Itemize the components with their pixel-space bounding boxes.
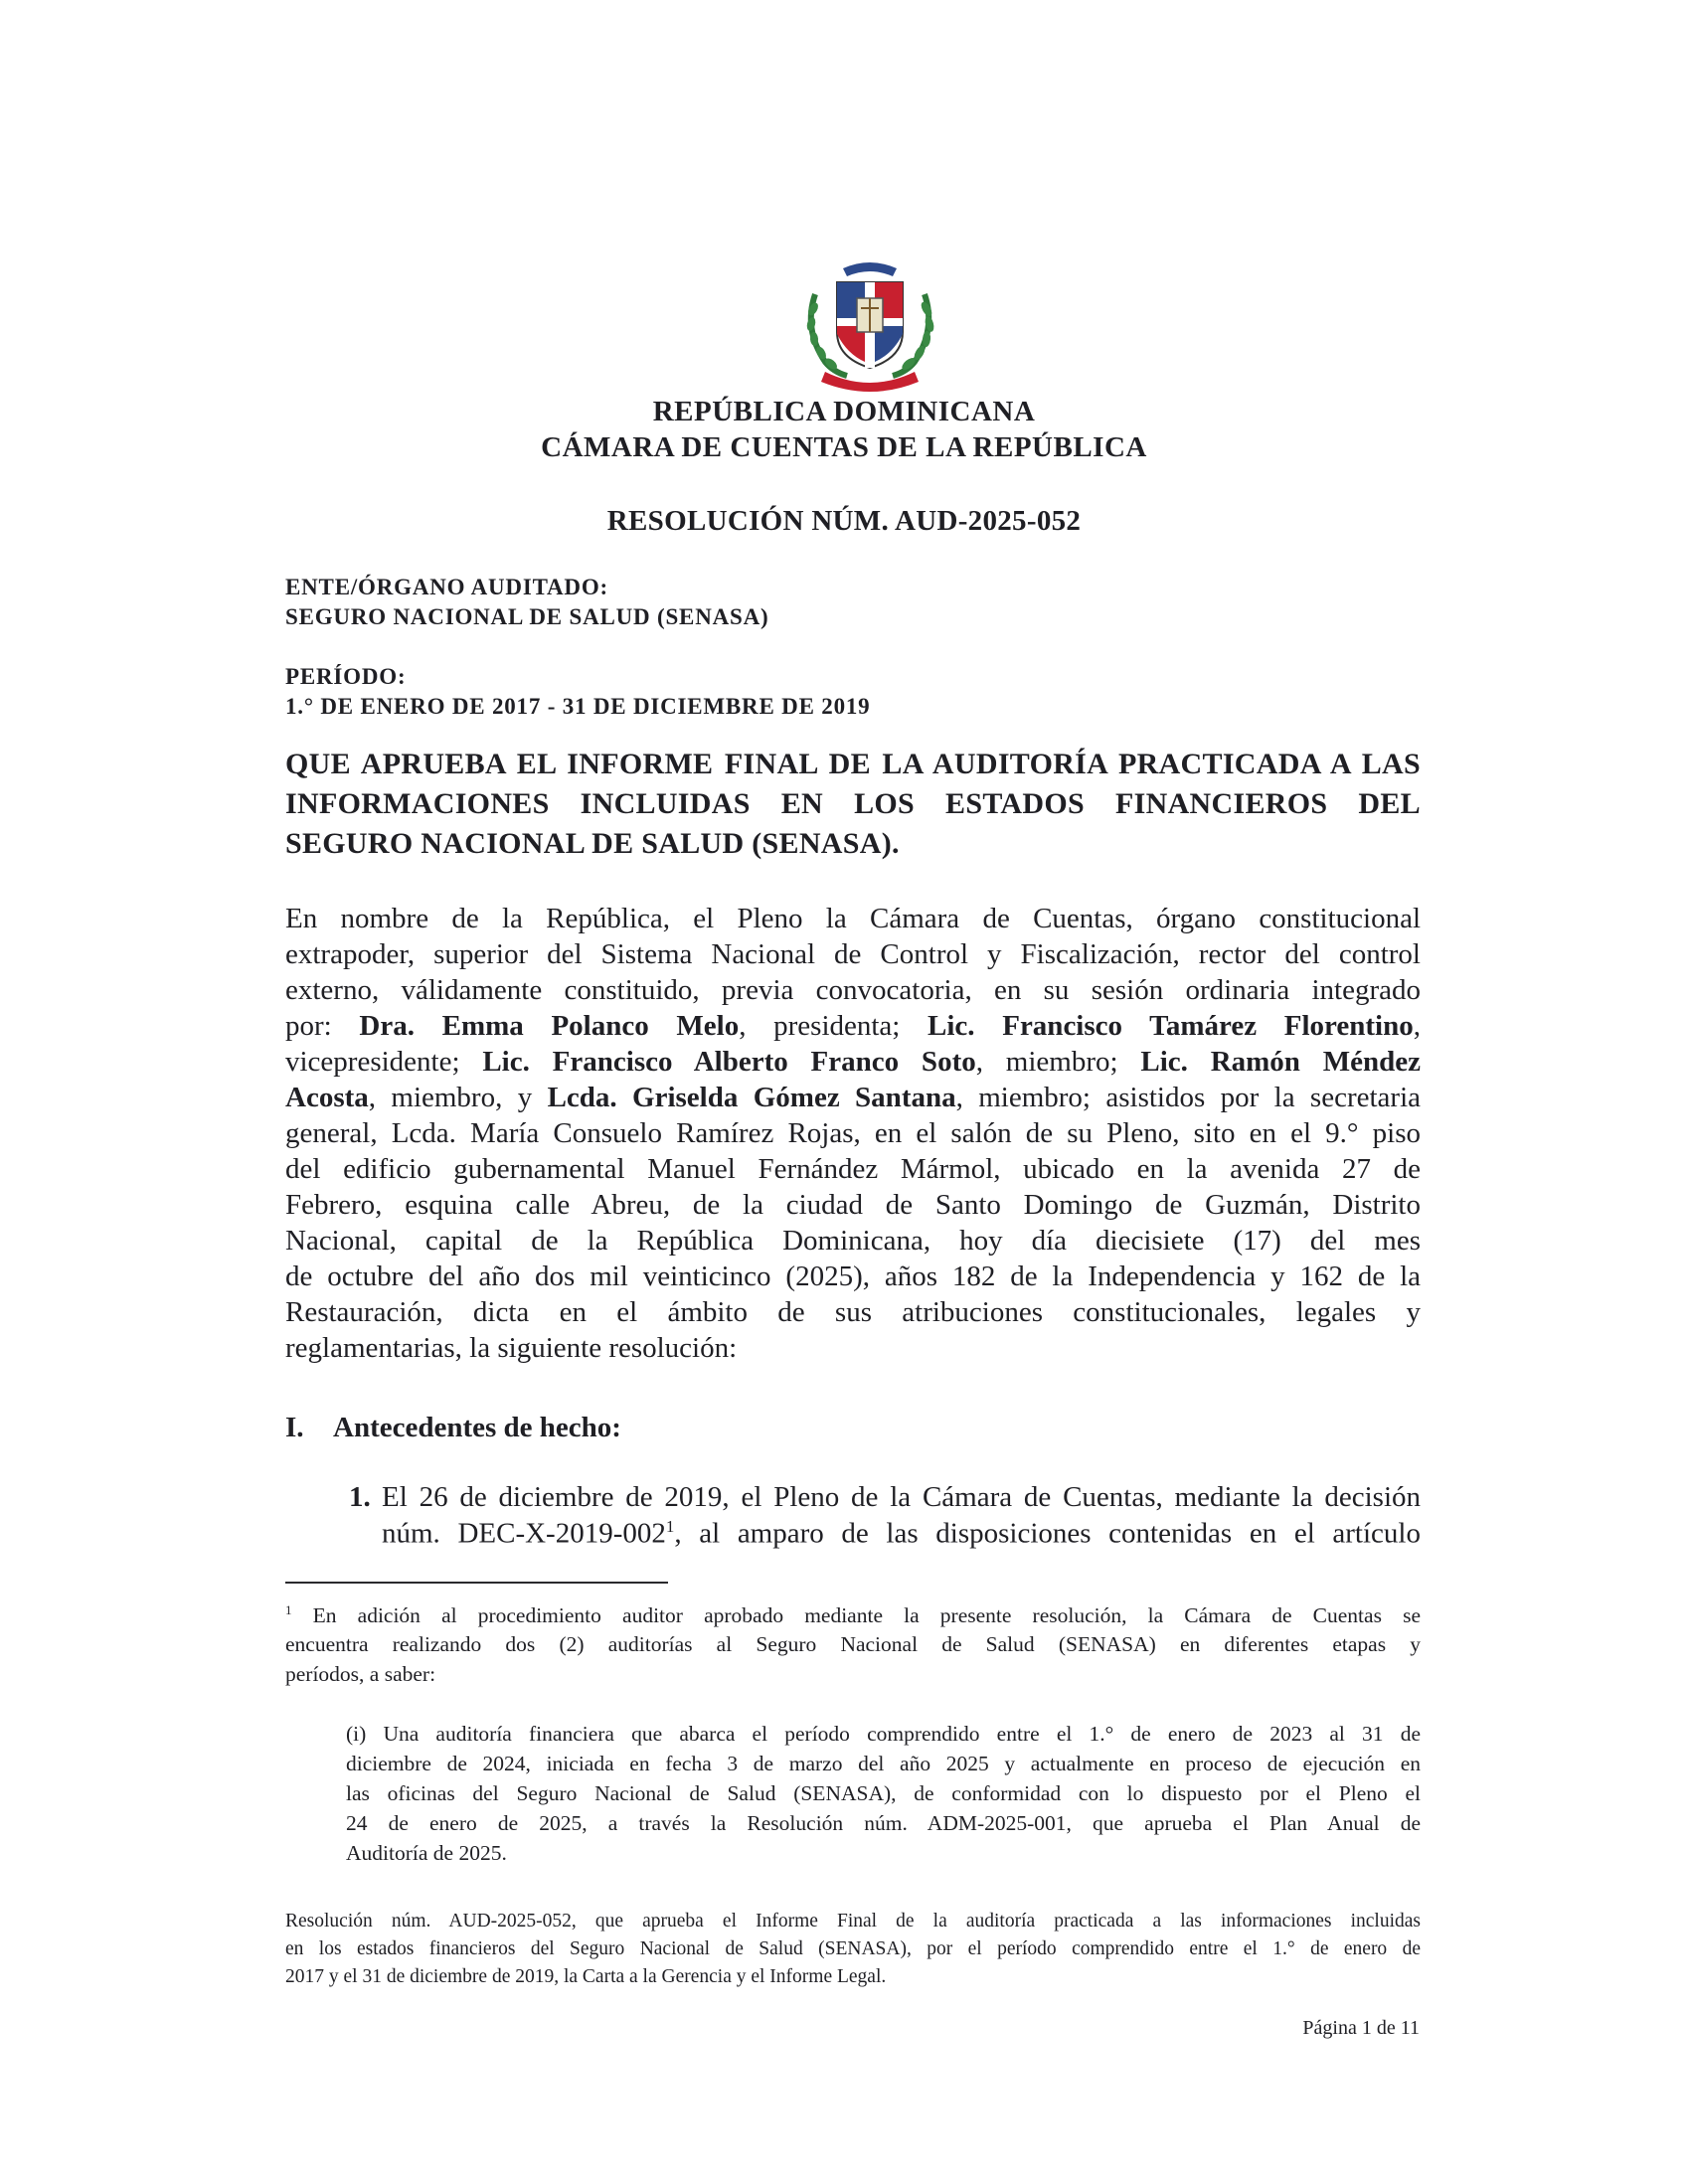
footnote-line: encuentra realizando dos (2) auditorías al Seguro Nacional de Salud (SENASA) en diferentes etapas y: [285, 1632, 1421, 1656]
paragraph-line: [285, 1046, 1421, 1079]
member-name: Dra. Emma Polanco Melo: [359, 1010, 740, 1042]
paragraph-line: general, Lcda. María Consuelo Ramírez Rojas, en el salón de su Pleno, sito en el 9.° piso: [285, 1117, 1421, 1149]
coat-of-arms-icon: [795, 254, 944, 394]
footnote-marker: 1: [285, 1602, 292, 1617]
period-value: 1.° DE ENERO DE 2017 - 31 DE DICIEMBRE DE 2019: [285, 694, 871, 719]
text: , miembro; asistidos por la secretaria: [955, 1082, 1422, 1113]
paragraph-line: extrapoder, superior del Sistema Nacional de Control y Fiscalización, rector del control: [285, 938, 1421, 970]
paragraph-line: [285, 1010, 1421, 1043]
footer-line: en los estados financieros del Seguro Nacional de Salud (SENASA), por el período comprendido entre el 1.° de enero de: [285, 1938, 1421, 1959]
footer-line: Resolución núm. AUD-2025-052, que aprueba el Informe Final de la auditoría practicada a las informaciones incluidas: [285, 1911, 1421, 1932]
footnote-subitem-line: Auditoría de 2025.: [346, 1841, 507, 1865]
section-title: Antecedentes de hecho:: [333, 1412, 621, 1443]
text: por:: [285, 1010, 360, 1042]
member-name: Lic. Ramón Méndez: [1140, 1046, 1421, 1078]
paragraph-line: [285, 1082, 1421, 1114]
footnote-line: períodos, a saber:: [285, 1662, 436, 1686]
paragraph-line: En nombre de la República, el Pleno la Cámara de Cuentas, órgano constitucional: [285, 903, 1421, 934]
resolution-title-line: QUE APRUEBA EL INFORME FINAL DE LA AUDITORÍA PRACTICADA A LAS: [285, 748, 1421, 780]
section-number: I.: [285, 1412, 304, 1443]
text: núm. DEC-X-2019-002: [382, 1517, 666, 1550]
footer-line: 2017 y el 31 de diciembre de 2019, la Carta a la Gerencia y el Informe Legal.: [285, 1966, 887, 1987]
audited-entity-label: ENTE/ÓRGANO AUDITADO:: [285, 575, 608, 599]
paragraph-line: de octubre del año dos mil veinticinco (2025), años 182 de la Independencia y 162 de la: [285, 1260, 1421, 1292]
text: ,: [1413, 1010, 1421, 1042]
member-name: Lic. Francisco Alberto Franco Soto: [482, 1046, 976, 1078]
list-item-number: 1.: [349, 1481, 371, 1513]
text: , miembro;: [975, 1046, 1141, 1078]
resolution-title-line: INFORMACIONES INCLUIDAS EN LOS ESTADOS FINANCIEROS DEL: [285, 787, 1421, 820]
paragraph-line: Nacional, capital de la República Dominicana, hoy día diecisiete (17) del mes: [285, 1225, 1421, 1257]
footnote-reference: 1: [665, 1517, 675, 1536]
footnote-line: [285, 1602, 1421, 1628]
section-heading: [285, 1412, 621, 1444]
paragraph-line: del edificio gubernamental Manuel Fernández Mármol, ubicado en la avenida 27 de: [285, 1153, 1421, 1185]
text: En adición al procedimiento auditor aprobado mediante la presente resolución, la Cámara de Cuentas se: [291, 1603, 1421, 1628]
paragraph-line: Febrero, esquina calle Abreu, de la ciudad de Santo Domingo de Guzmán, Distrito: [285, 1189, 1421, 1221]
period-label: PERÍODO:: [285, 664, 407, 689]
institution-heading: CÁMARA DE CUENTAS DE LA REPÚBLICA: [541, 431, 1147, 463]
member-name: Lcda. Griselda Gómez Santana: [547, 1082, 956, 1113]
text: , miembro, y: [368, 1082, 548, 1113]
list-item-line: El 26 de diciembre de 2019, el Pleno de la Cámara de Cuentas, mediante la decisión: [382, 1481, 1421, 1513]
page-number: Página 1 de 11: [1302, 2017, 1420, 2039]
text: vicepresidente;: [285, 1046, 483, 1078]
footnote-subitem-line: las oficinas del Seguro Nacional de Salud (SENASA), de conformidad con lo dispuesto por el Pleno el: [346, 1781, 1421, 1805]
text: , presidenta;: [739, 1010, 928, 1042]
paragraph-line: Restauración, dicta en el ámbito de sus atribuciones constitucionales, legales y: [285, 1296, 1421, 1328]
audited-entity-value: SEGURO NACIONAL DE SALUD (SENASA): [285, 604, 769, 629]
resolution-number: RESOLUCIÓN NÚM. AUD-2025-052: [606, 505, 1082, 537]
footnote-subitem-line: diciembre de 2024, iniciada en fecha 3 de marzo del año 2025 y actualmente en proceso de ejecución en: [346, 1752, 1421, 1775]
paragraph-line: reglamentarias, la siguiente resolución:: [285, 1332, 738, 1364]
member-name: Lic. Francisco Tamárez Florentino: [928, 1010, 1414, 1042]
text: , al amparo de las disposiciones contenidas en el artículo: [674, 1517, 1421, 1550]
resolution-title-line: SEGURO NACIONAL DE SALUD (SENASA).: [285, 827, 900, 860]
member-name: Acosta: [285, 1082, 369, 1113]
footnote-subitem-line: (i) Una auditoría financiera que abarca el período comprendido entre el 1.° de enero de 2023 al 31 de: [346, 1722, 1421, 1746]
paragraph-line: externo, válidamente constituido, previa convocatoria, en su sesión ordinaria integrado: [285, 974, 1421, 1006]
list-item-line: [382, 1517, 1421, 1551]
footnote-divider: [285, 1582, 668, 1584]
footnote-subitem-line: 24 de enero de 2025, a través la Resolución núm. ADM-2025-001, que aprueba el Plan Anual de: [346, 1811, 1421, 1835]
country-heading: REPÚBLICA DOMINICANA: [652, 396, 1036, 427]
